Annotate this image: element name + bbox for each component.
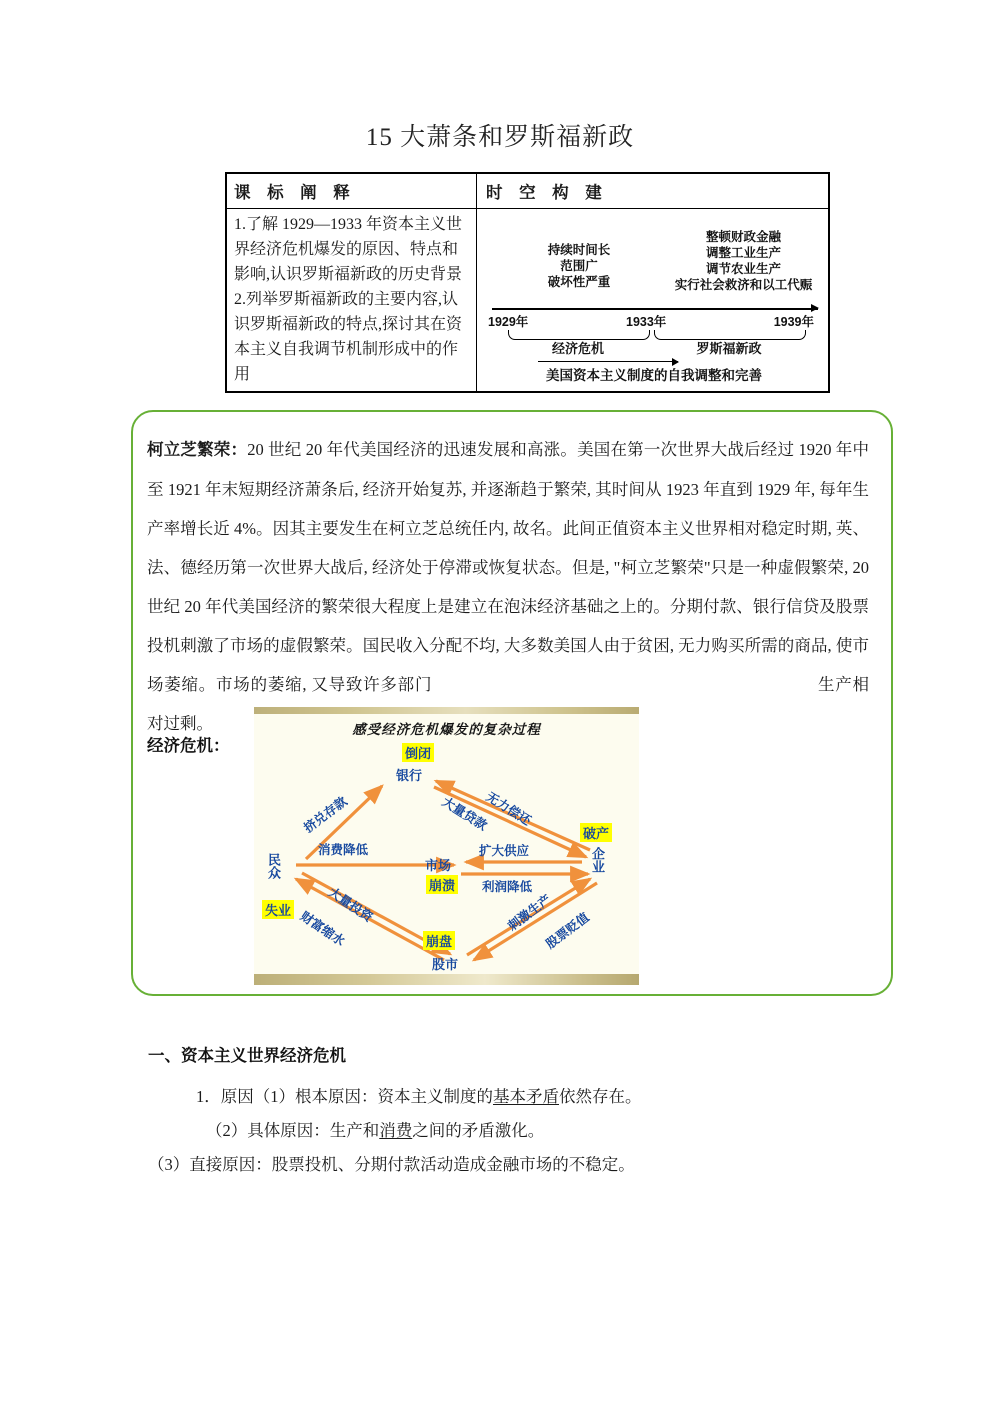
table-header-row (227, 174, 828, 209)
edge-label-expand-supply: 扩大供应 (479, 844, 530, 858)
timeline-year: 1939年 (773, 315, 814, 329)
timeline-chart (486, 212, 822, 387)
newdeal-measure: 实行社会救济和以工代赈 (674, 278, 813, 292)
newdeal-measure: 调节农业生产 (705, 262, 781, 276)
node-people: 民众 (266, 853, 281, 879)
timeline-year: 1929年 (488, 315, 529, 329)
note-underline: 基本矛盾 (493, 1087, 559, 1106)
edge-label-lower-consumption: 消费降低 (318, 843, 369, 857)
crisis-features (504, 242, 654, 290)
note-suffix: 之间的矛盾激化。 (412, 1121, 545, 1140)
diagram-title: 感受经济危机爆发的复杂过程 (352, 722, 541, 737)
edge-label-wealth-shrinkage: 财富缩水 (297, 909, 348, 949)
node-stock-state: 崩盘 (423, 931, 455, 950)
newdeal-measure: 调整工业生产 (705, 246, 781, 260)
economic-crisis-label: 经济危机： (147, 737, 230, 755)
page-title: 15 大萧条和罗斯福新政 (365, 124, 635, 151)
header-cell-timeline: 时 空 构 建 (486, 184, 608, 202)
notes-heading: 一、资本主义世界经济危机 (148, 1047, 346, 1065)
timeline-summary: 美国资本主义制度的自我调整和完善 (546, 368, 762, 383)
notes-section (148, 1042, 908, 1182)
standard-item-1: 1.了解 1929—1933 年资本主义世界经济危机爆发的原因、特点和影响,认识罗斯福新政的历史背景 (234, 216, 463, 283)
node-bank-state: 倒闭 (402, 743, 434, 762)
timeline-phase: 罗斯福新政 (696, 341, 762, 356)
note-prefix: （3）直接原因：股票投机、分期付款活动造成金融市场的不稳定。 (148, 1155, 635, 1174)
note-suffix: 依然存在。 (559, 1087, 642, 1106)
cell-timeline (477, 209, 828, 391)
edge-label-lower-profit: 利润降低 (482, 880, 533, 894)
note-prefix: （2）具体原因：生产和 (206, 1121, 380, 1140)
edge-label-stimulate-output: 刺激生产 (505, 892, 554, 934)
node-enterprise: 企业 (590, 847, 605, 873)
note-line-3 (148, 1148, 908, 1182)
node-bank: 银行 (396, 768, 423, 783)
node-market: 市场 (425, 858, 452, 873)
node-stock: 股市 (432, 957, 459, 972)
note-prefix: 1．原因（1）根本原因：资本主义制度的 (196, 1087, 493, 1106)
timeline-year: 1933年 (626, 315, 667, 329)
edge-label-stock-devaluation: 股票贬值 (543, 910, 592, 952)
node-enterprise-state: 破产 (580, 823, 612, 842)
economic-crisis-flow-diagram (254, 707, 639, 985)
note-line-1 (196, 1080, 908, 1114)
outline-table (225, 172, 830, 393)
timeline-span-arrow-icon (538, 361, 678, 362)
highlight-box-content (147, 430, 869, 743)
node-people-state: 失业 (262, 900, 294, 919)
crisis-feature: 持续时间长 (547, 243, 611, 257)
crisis-feature: 范围广 (560, 259, 598, 273)
crisis-feature: 破坏性严重 (547, 275, 611, 289)
highlight-box (131, 410, 893, 996)
node-market-state: 崩溃 (426, 875, 458, 894)
timeline-phase: 经济危机 (551, 341, 604, 356)
term-definition: 20 世纪 20 年代美国经济的迅速发展和高涨。美国在第一次世界大战后经过 1920 年中至 1921 年末短期经济萧条后, 经济开始复苏, 并逐渐趋于繁荣, 其时间从 1923 年直到 1929 年, 每年生产率增长近 4%。因其主要发生在柯立芝总统任内, 故名。此间正值资本主义世界相对稳定时期, 英、法、德经历第一次世界大战后, 经济处于停滞或恢复状态。但是, "柯立芝繁荣"只是一种虚假繁荣, 20 世纪 20 年代美国经济的繁荣很大程度上是建立在泡沫经济基础之上的。分期付款、银行信贷及股票投机刺激了市场的虚假繁荣。国民收入分配不均, 大多数美国人由于贫困, 无力购买所需的商品, 使市场萎缩。市场的萎缩, 又导致许多部门 (147, 440, 870, 694)
timeline-axis-arrow-icon (492, 308, 818, 310)
coolidge-prosperity-paragraph (147, 430, 869, 743)
header-cell-standards: 课 标 阐 释 (227, 174, 477, 208)
cell-standards (227, 209, 477, 391)
edge-label-heavy-investment: 大量投资 (325, 885, 376, 925)
term-label: 柯立芝繁荣： (147, 441, 248, 459)
edge-label-unable-to-repay: 无力偿还 (483, 789, 534, 829)
edge-label-run-on-bank: 挤兑存款 (301, 794, 350, 836)
newdeal-measure: 整顿财政金融 (705, 230, 781, 244)
paragraph-tail: 生产相对过剩。 (147, 675, 870, 733)
edge-label-heavy-borrowing: 大量贷款 (439, 794, 490, 834)
note-line-2 (206, 1114, 908, 1148)
standard-item-2: 2.列举罗斯福新政的主要内容,认识罗斯福新政的特点,探讨其在资本主义自我调节机制形成中的作用 (234, 291, 463, 383)
newdeal-measures (636, 229, 851, 293)
note-underline: 消费 (379, 1121, 413, 1140)
table-body-row (227, 209, 828, 391)
